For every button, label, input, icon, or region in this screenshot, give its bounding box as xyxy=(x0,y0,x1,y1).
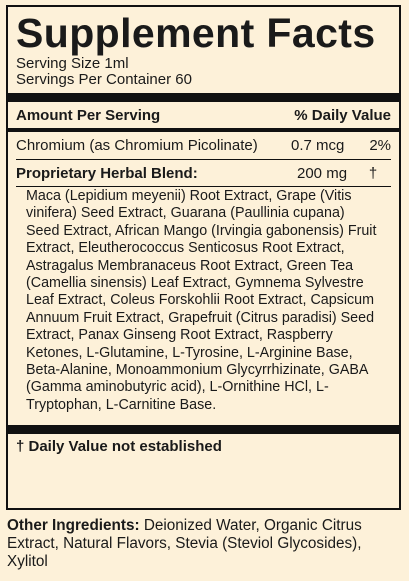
nutrient-daily-value: 2% xyxy=(369,137,391,154)
panel-title: Supplement Facts xyxy=(16,10,376,56)
blend-amount: 200 mg xyxy=(297,164,348,182)
other-ingredients-text: Deionized Water, Organic Citrus Extract, Natural Flavors, Stevia (Steviol Glycosides), Xylitol xyxy=(7,517,362,570)
serving-size: Serving Size 1ml xyxy=(16,55,129,72)
other-ingredients xyxy=(7,517,405,570)
blend-ingredient-list: Maca (Lepidium meyenii) Root Extract, Grape (Vitis vinifera) Seed Extract, Guarana (Paullinia cupana) Seed Extract, African Mango (Irvingia gabonensis) Fruit Extract, Eleutherococcus Senticosus Root Extract, Astragalus Membranaceus Root Extract, Green Tea (Camellia sinensis) Leaf Extract, Gymnema Sylvestre Leaf Extract, Coleus Forskohlii Root Extract, Capsicum Annuum Fruit Extract, Grapefruit (Citrus paradisi) Seed Extract, Panax Ginseng Root Extract, Raspberry Ketones, L-Glutamine, L-Tyrosine, L-Arginine Base, Beta-Alanine, Monoammonium Glycyrrhizinate, GABA (Gamma aminobutyric acid), L-Ornithine HCl, L-Tryptophan, L-Carnitine Base. xyxy=(26,188,377,413)
daily-value-header: % Daily Value xyxy=(294,106,391,124)
nutrient-name: Chromium (as Chromium Picolinate) xyxy=(16,137,258,154)
blend-dagger: † xyxy=(368,164,378,182)
amount-per-serving-header: Amount Per Serving xyxy=(16,106,161,124)
nutrient-row-chromium xyxy=(16,132,391,159)
thick-divider xyxy=(8,425,399,434)
supplement-facts-panel xyxy=(6,5,401,510)
nutrient-amount: 0.7 mcg xyxy=(291,137,345,154)
column-header-row xyxy=(16,102,391,128)
servings-per-container: Servings Per Container 60 xyxy=(16,71,192,88)
blend-name: Proprietary Herbal Blend: xyxy=(16,164,198,182)
other-ingredients-label: Other Ingredients: xyxy=(7,517,140,534)
daily-value-footnote: † Daily Value not established xyxy=(16,437,222,455)
thick-divider xyxy=(8,93,399,102)
proprietary-blend-row xyxy=(16,160,391,186)
